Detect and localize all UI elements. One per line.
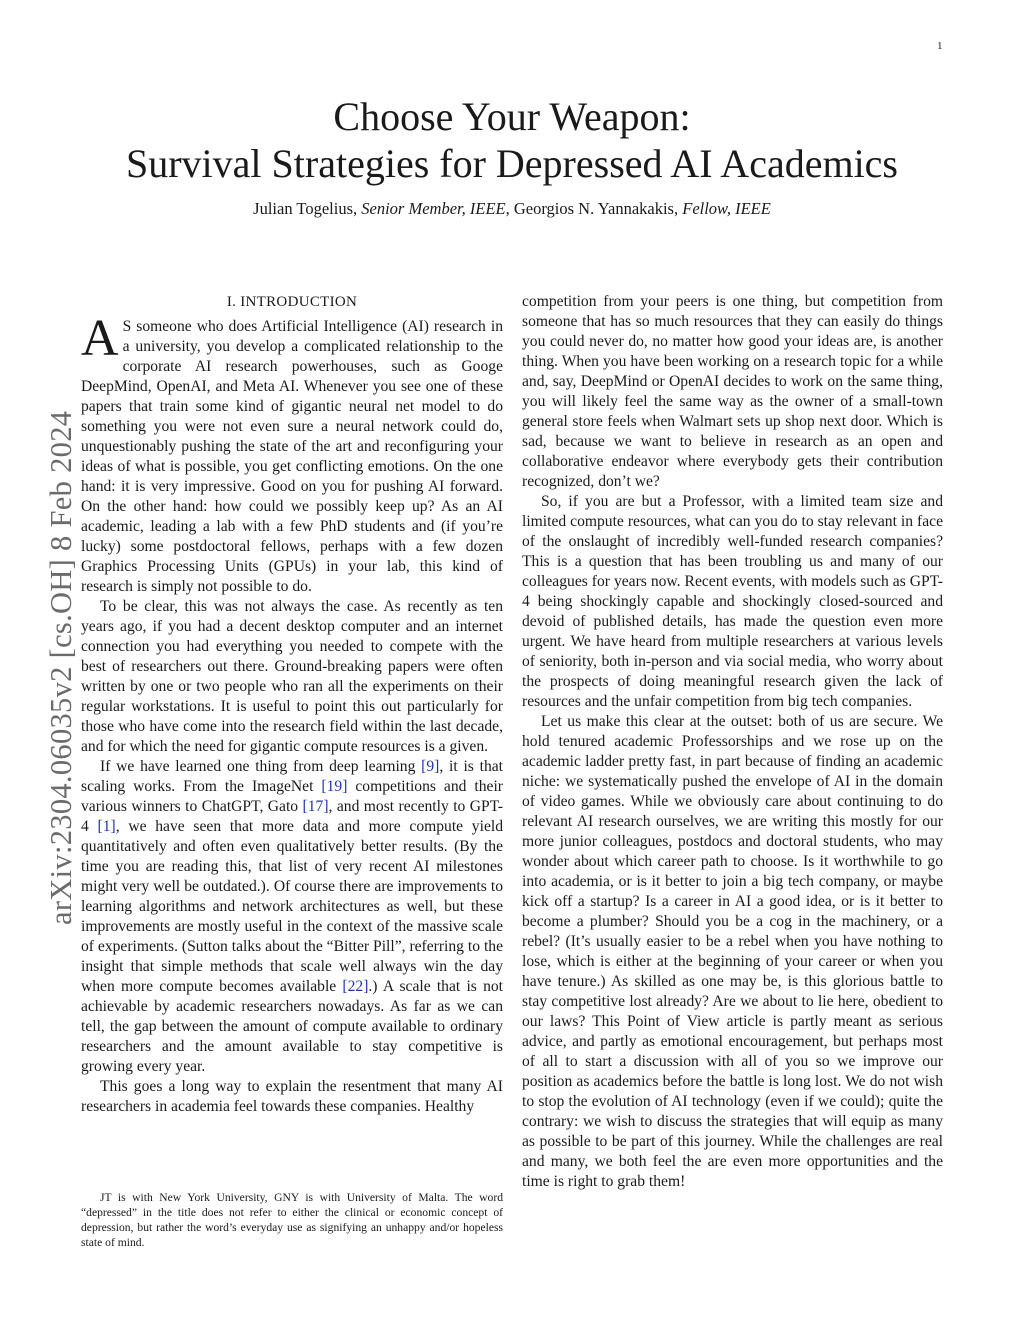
author-list: [0, 199, 1024, 219]
arxiv-identifier[interactable]: arXiv:2304.06035v2 [cs.OH] 8 Feb 2024: [44, 410, 78, 925]
section-first-letter: I: [240, 294, 246, 310]
text-segment: , and most recently to GPT-4: [81, 798, 503, 835]
footnote: [81, 1190, 503, 1250]
citation-link[interactable]: [19]: [321, 778, 348, 795]
paragraph-resentment: This goes a long way to explain the resentment that many AI researchers in academia feel towards these companies. Healthy: [81, 1078, 503, 1115]
drop-cap: A: [81, 310, 119, 367]
paragraph-history: To be clear, this was not always the case. As recently as ten years ago, if you had a decent desktop computer and an internet connection you had everything you needed to compete with the best of researchers out there. Ground-breaking papers were often written by one or two people who ran all the experiments on their regular workstations. It is useful to point this out particularly for those who have come into the research field within the last decade, and for which the need for gigantic compute resources is a given.: [81, 598, 503, 755]
paragraph-competition: competition from your peers is one thing, but competition from someone that has so much resources that they can easily do things you could never do, no matter how good your ideas are, is another thing. When you have been working on a research topic for a while and, say, DeepMind or OpenAI decides to work on the same thing, you will likely feel the same way as the owner of a small-town general store feels when Walmart sets up shop next door. Which is sad, because we want to believe in research as an open and collaborative endeavor where everybody gets their contribution recognized, don’t we?: [522, 293, 943, 490]
text-segment: .) A scale that is not achievable by academic researchers nowadays. As far as we can tell, the gap between the amount of compute available to ordinary researchers and the amount available to stay competitive is growing every year.: [81, 978, 503, 1075]
title-line-1: Choose Your Weapon:: [333, 94, 691, 139]
paragraph-intro-text: S someone who does Artificial Intelligence (AI) research in a university, you develop a complicated relationship to the corporate AI research powerhouses, such as Googe DeepMind, OpenAI, and Meta AI. Whenever you see one of these papers that train some kind of gigantic neural net model to do something you were not even sure a neural network could do, unquestionably pushing the state of the art and reconfiguring your ideas of what is possible, you get conflicting emotions. On the one hand: it is very impressive. Good on you for pushing AI forward. On the other hand: how could we possibly keep up? As an AI academic, leading a lab with a few PhD students and (if you’re lucky) some postdoctoral fellows, perhaps with a few dozen Graphics Processing Units (GPUs) in your lab, this kind of research is simply not possible to do.: [81, 318, 503, 595]
author-1-title: Senior Member, IEEE: [361, 199, 506, 218]
right-column: [522, 292, 943, 1192]
citation-link[interactable]: [1]: [97, 818, 116, 835]
paragraph-outset: Let us make this clear at the outset: both of us are secure. We hold tenured academic Professorships and we rose up on the academic ladder pretty fast, in part because of finding an academic niche: we systematically pushed the envelope of AI in the domain of video games. While we obviously care about continuing to do relevant AI research ourselves, we are writing this mostly for our more junior colleagues, postdocs and doctoral students, who may wonder about which career path to choose. Is it worthwhile to go into academia, or is it better to join a big tech company, or maybe kick off a startup? Is a career in AI a good idea, or is it better to become a plumber? Should you be a cog in the machinery, or a rebel? (It’s usually easier to be a rebel when you have nothing to lose, which is either at the beginning of your career or when you have tenure.) As skilled as one may be, is this glorious battle to stay competitive lost already? Are we about to lie here, obedient to our laws? This Point of View article is partly meant as serious advice, and partly as emotional encouragement, but perhaps most of all to start a discussion with all of you so we improve our position as academics before the battle is long lost. We do not wish to stop the evolution of AI technology (even if we could); quite the contrary: we wish to discuss the strategies that will equip as many as possible to be part of this journey. While the challenges are real and many, we both feel the are even more opportunities and the time is right to grab them!: [522, 713, 943, 1190]
section-number: I.: [226, 294, 241, 310]
citation-link[interactable]: [22]: [342, 978, 369, 995]
author-2-title: Fellow, IEEE: [682, 199, 771, 218]
paragraph-professor: So, if you are but a Professor, with a limited team size and limited compute resources, what can you do to stay relevant in face of the onslaught of incredibly well-funded research companies? This is a question that has been troubling us and many of our colleagues for years now. Recent events, with models such as GPT-4 being shockingly capable and shockingly closed-sourced and devoid of published details, has made the question even more urgent. We have heard from multiple researchers at various levels of seniority, both in-person and via social media, who worry about the prospects of doing meaningful research given the lack of resources and the unfair competition from big tech companies.: [522, 493, 943, 710]
paragraph-scaling: [81, 757, 503, 1077]
page-number: 1: [937, 40, 943, 52]
paper-title: [0, 93, 1024, 187]
section-title-rest: NTRODUCTION: [245, 294, 358, 310]
author-separator: , Georgios N. Yannakakis,: [505, 199, 683, 218]
text-segment: , we have seen that more data and more compute yield quantitatively and often even qualitatively better results. (By the time you are reading this, that list of very recent AI milestones might very well be outdated.). Of course there are improvements to learning algorithms and network architectures as well, but these improvements are mostly useful in the context of the massive scale of experiments. (Sutton talks about the “Bitter Pill”, referring to the insight that simple methods that scale well always win the day when more compute becomes available: [81, 818, 503, 995]
citation-link[interactable]: [9]: [421, 758, 440, 775]
section-heading: [81, 292, 503, 312]
paragraph-intro: [81, 310, 503, 597]
text-segment: competitions and their various winners to ChatGPT, Gato: [81, 778, 504, 815]
citation-link[interactable]: [17]: [302, 798, 329, 815]
title-line-2: Survival Strategies for Depressed AI Academics: [125, 141, 898, 186]
text-segment: If we have learned one thing from deep learning: [100, 758, 422, 775]
text-segment: , it is that scaling works. From the ImageNet: [81, 758, 503, 795]
footnote-text: JT is with New York University, GNY is with University of Malta. The word “depressed” in the title does not refer to either the clinical or economic concept of depression, but rather the word’s everyday use as signifying an unhappy and/or hopeless state of mind.: [81, 1191, 503, 1249]
left-column: [81, 292, 503, 1117]
author-1-name: Julian Togelius,: [253, 199, 362, 218]
